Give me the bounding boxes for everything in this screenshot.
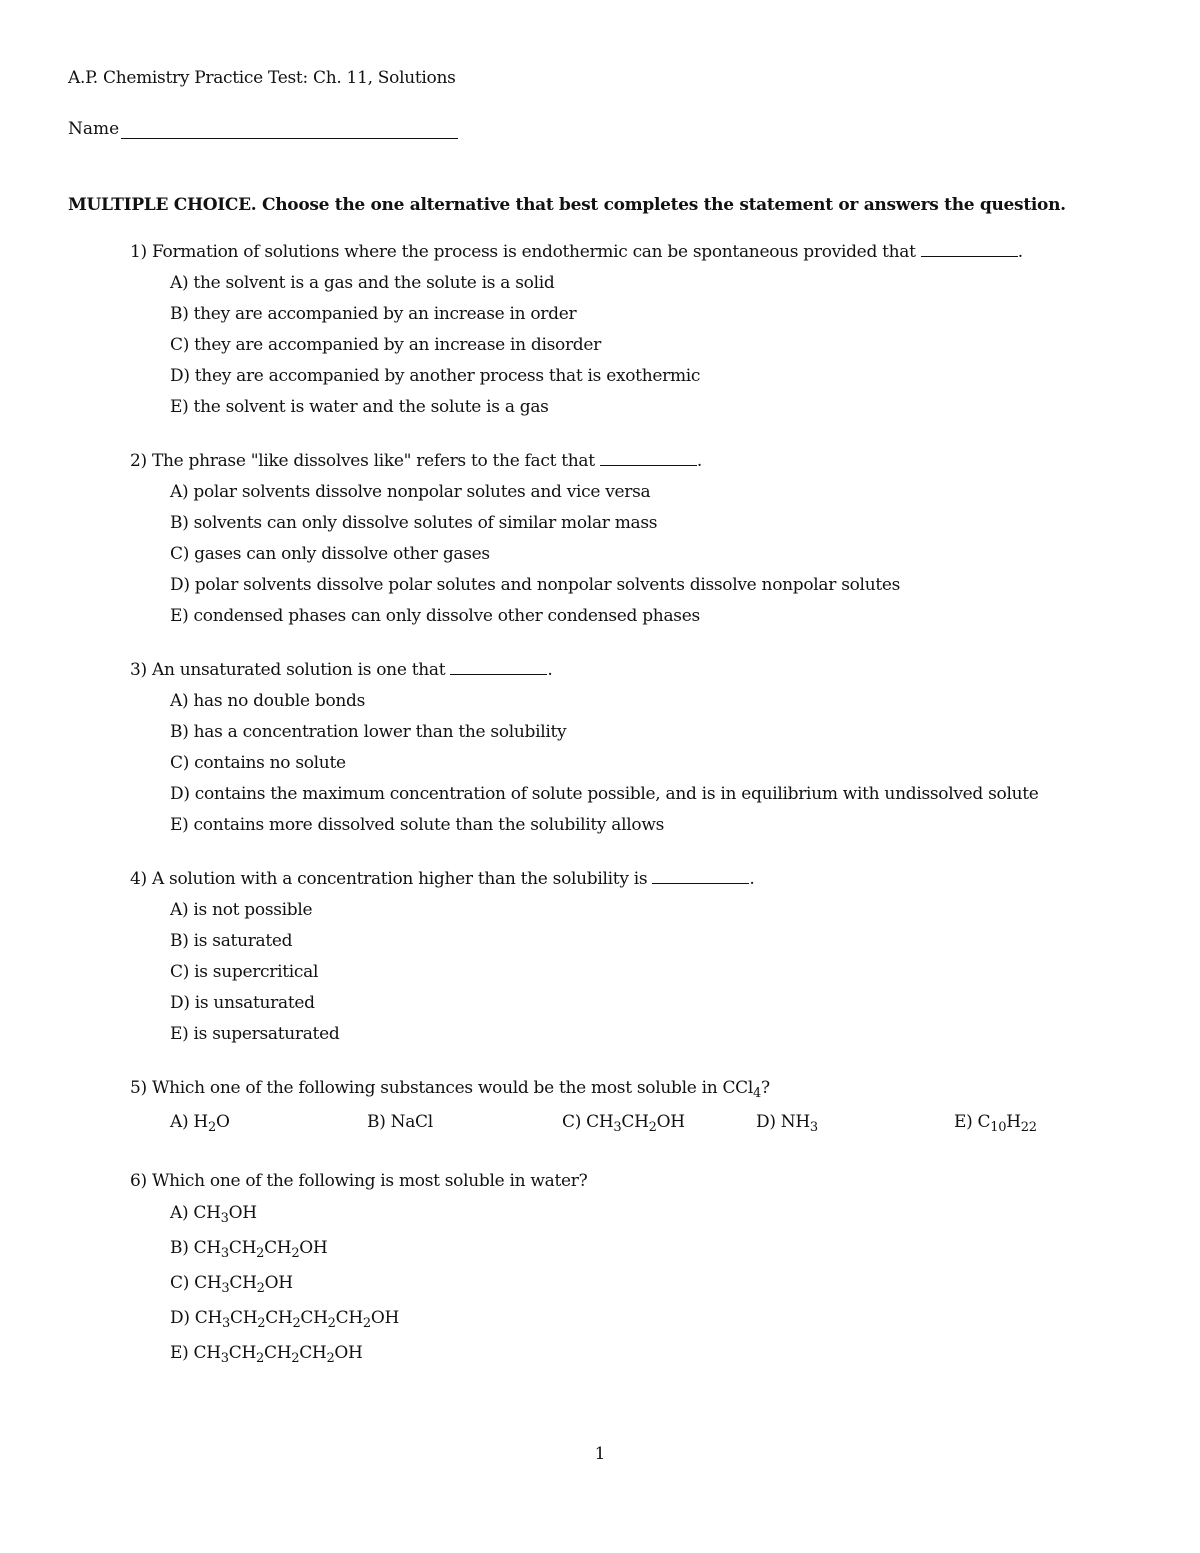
formula-subscript: 2 xyxy=(256,1246,265,1261)
formula-text: CH xyxy=(228,1343,256,1363)
formula-subscript: 3 xyxy=(220,1211,229,1226)
question-text: A solution with a concentration higher than the solubility is xyxy=(151,869,653,889)
choice-c xyxy=(562,1108,685,1136)
choice-d: D) polar solvents dissolve polar solutes and nonpolar solvents dissolve nonpolar solutes xyxy=(170,575,901,595)
question-5 xyxy=(130,1077,1170,1145)
formula-subscript: 22 xyxy=(1020,1120,1037,1135)
formula-text: CH xyxy=(228,1238,257,1258)
question-text: Which one of the following is most soluble in water? xyxy=(151,1171,588,1191)
stem-punctuation: . xyxy=(696,451,703,471)
formula-text: OH xyxy=(656,1112,685,1132)
choice-e xyxy=(170,1341,587,1376)
question-text: The phrase "like dissolves like" refers to the fact that xyxy=(151,451,600,471)
formula-text: OH xyxy=(299,1238,328,1258)
choice-d: D) they are accompanied by another process that is exothermic xyxy=(170,366,701,386)
question-6 xyxy=(130,1170,587,1376)
formula-text: CH xyxy=(621,1112,649,1132)
formula-subscript: 2 xyxy=(207,1120,216,1135)
formula-subscript: 2 xyxy=(257,1316,266,1331)
choice-b xyxy=(170,1236,587,1271)
formula-subscript: 3 xyxy=(221,1281,230,1296)
question-stem xyxy=(130,1077,1170,1108)
question-text: Formation of solutions where the process is endothermic can be spontaneous provided that xyxy=(151,242,921,262)
name-field xyxy=(68,119,458,139)
choice-c: C) is supercritical xyxy=(170,962,319,982)
question-number: 1) xyxy=(130,242,147,262)
name-label: Name xyxy=(68,119,120,139)
subscript: 4 xyxy=(753,1086,762,1101)
answer-blank xyxy=(600,451,697,466)
formula-subscript: 2 xyxy=(648,1120,657,1135)
choice-e: E) condensed phases can only dissolve other condensed phases xyxy=(170,606,700,626)
formula-subscript: 10 xyxy=(990,1120,1007,1135)
question-stem xyxy=(130,1170,587,1201)
question-stem xyxy=(130,868,755,899)
formula-subscript: 3 xyxy=(613,1120,622,1135)
formula-text: CH xyxy=(264,1238,292,1258)
formula-text: CH xyxy=(229,1273,257,1293)
stem-punctuation: . xyxy=(547,660,553,680)
question-stem xyxy=(130,659,1039,690)
formula-text: B) NaCl xyxy=(367,1112,433,1132)
choice-a xyxy=(170,1108,230,1136)
formula-text: C) CH xyxy=(562,1112,614,1132)
question-number: 6) xyxy=(130,1171,147,1191)
choice-b xyxy=(367,1108,433,1136)
choice-b: B) has a concentration lower than the solubility xyxy=(170,722,567,742)
stem-punctuation: . xyxy=(749,869,755,889)
answer-blank xyxy=(652,869,749,884)
choice-c: C) contains no solute xyxy=(170,753,346,773)
formula-text: OH xyxy=(228,1203,257,1223)
question-1 xyxy=(130,241,1023,427)
instructions: MULTIPLE CHOICE. Choose the one alternative that best completes the statement or answers the question. xyxy=(68,195,1066,215)
stem-punctuation: . xyxy=(1017,242,1023,262)
formula-subscript: 2 xyxy=(291,1351,300,1366)
formula-subscript: 2 xyxy=(292,1316,301,1331)
formula-text: B) CH xyxy=(170,1238,221,1258)
formula-text: CH xyxy=(265,1308,293,1328)
formula-text: D) NH xyxy=(756,1112,810,1132)
name-blank-line xyxy=(121,120,458,139)
formula-text: C) CH xyxy=(170,1273,222,1293)
formula-subscript: 3 xyxy=(809,1120,818,1135)
formula-text: A) CH xyxy=(170,1203,221,1223)
choice-a: A) is not possible xyxy=(170,900,313,920)
choice-row xyxy=(170,1108,1170,1145)
choice-e xyxy=(954,1108,1037,1136)
choice-a: A) polar solvents dissolve nonpolar solutes and vice versa xyxy=(170,482,651,502)
question-4 xyxy=(130,868,755,1054)
formula-text: CH xyxy=(229,1308,258,1328)
question-number: 3) xyxy=(130,660,147,680)
choice-b: B) they are accompanied by an increase in order xyxy=(170,304,577,324)
choice-d: D) contains the maximum concentration of solute possible, and is in equilibrium with undissolved solute xyxy=(170,784,1039,804)
formula-text: E) CH xyxy=(170,1343,221,1363)
formula-text: OH xyxy=(370,1308,400,1328)
answer-blank xyxy=(921,242,1018,257)
choice-b: B) is saturated xyxy=(170,931,293,951)
formula-text: OH xyxy=(334,1343,363,1363)
choice-c xyxy=(170,1271,587,1306)
formula-subscript: 3 xyxy=(220,1246,229,1261)
formula-subscript: 2 xyxy=(291,1246,300,1261)
choice-a: A) has no double bonds xyxy=(170,691,366,711)
formula-text: D) CH xyxy=(170,1308,222,1328)
formula-subscript: 2 xyxy=(362,1316,371,1331)
formula-text: E) C xyxy=(954,1112,991,1132)
choice-c: C) gases can only dissolve other gases xyxy=(170,544,490,564)
choice-b: B) solvents can only dissolve solutes of similar molar mass xyxy=(170,513,658,533)
formula-subscript: 2 xyxy=(256,1351,264,1366)
choice-d xyxy=(170,1306,587,1341)
question-text: An unsaturated solution is one that xyxy=(151,660,451,680)
formula-text: CH xyxy=(263,1343,292,1363)
choice-e: E) the solvent is water and the solute is a gas xyxy=(170,397,549,417)
formula-text: OH xyxy=(264,1273,293,1293)
question-stem xyxy=(130,241,1023,272)
formula-subscript: 2 xyxy=(256,1281,265,1296)
choice-a xyxy=(170,1201,587,1236)
formula-subscript: 3 xyxy=(222,1316,230,1331)
question-2 xyxy=(130,450,900,636)
formula-text: CH xyxy=(300,1308,328,1328)
stem-punctuation: ? xyxy=(761,1078,770,1098)
choice-a: A) the solvent is a gas and the solute is a solid xyxy=(170,273,555,293)
page-title: A.P. Chemistry Practice Test: Ch. 11, Solutions xyxy=(68,68,456,88)
question-number: 4) xyxy=(130,869,147,889)
formula-subscript: 2 xyxy=(327,1316,336,1331)
answer-blank xyxy=(450,660,547,675)
question-number: 5) xyxy=(130,1078,147,1098)
question-number: 2) xyxy=(130,451,147,471)
formula-subscript: 3 xyxy=(220,1351,229,1366)
choice-e: E) contains more dissolved solute than the solubility allows xyxy=(170,815,665,835)
formula-subscript: 2 xyxy=(326,1351,335,1366)
formula-text: CH xyxy=(335,1308,363,1328)
question-text: Which one of the following substances would be the most soluble in CCl xyxy=(151,1078,754,1098)
question-stem xyxy=(130,450,900,481)
question-3 xyxy=(130,659,1039,845)
choice-d xyxy=(756,1108,818,1136)
choice-c: C) they are accompanied by an increase in disorder xyxy=(170,335,601,355)
formula-text: A) H xyxy=(170,1112,208,1132)
page-number: 1 xyxy=(594,1444,606,1464)
formula-text: O xyxy=(215,1112,230,1132)
formula-text: H xyxy=(1006,1112,1021,1132)
choice-e: E) is supersaturated xyxy=(170,1024,340,1044)
choice-d: D) is unsaturated xyxy=(170,993,315,1013)
formula-text: CH xyxy=(299,1343,327,1363)
